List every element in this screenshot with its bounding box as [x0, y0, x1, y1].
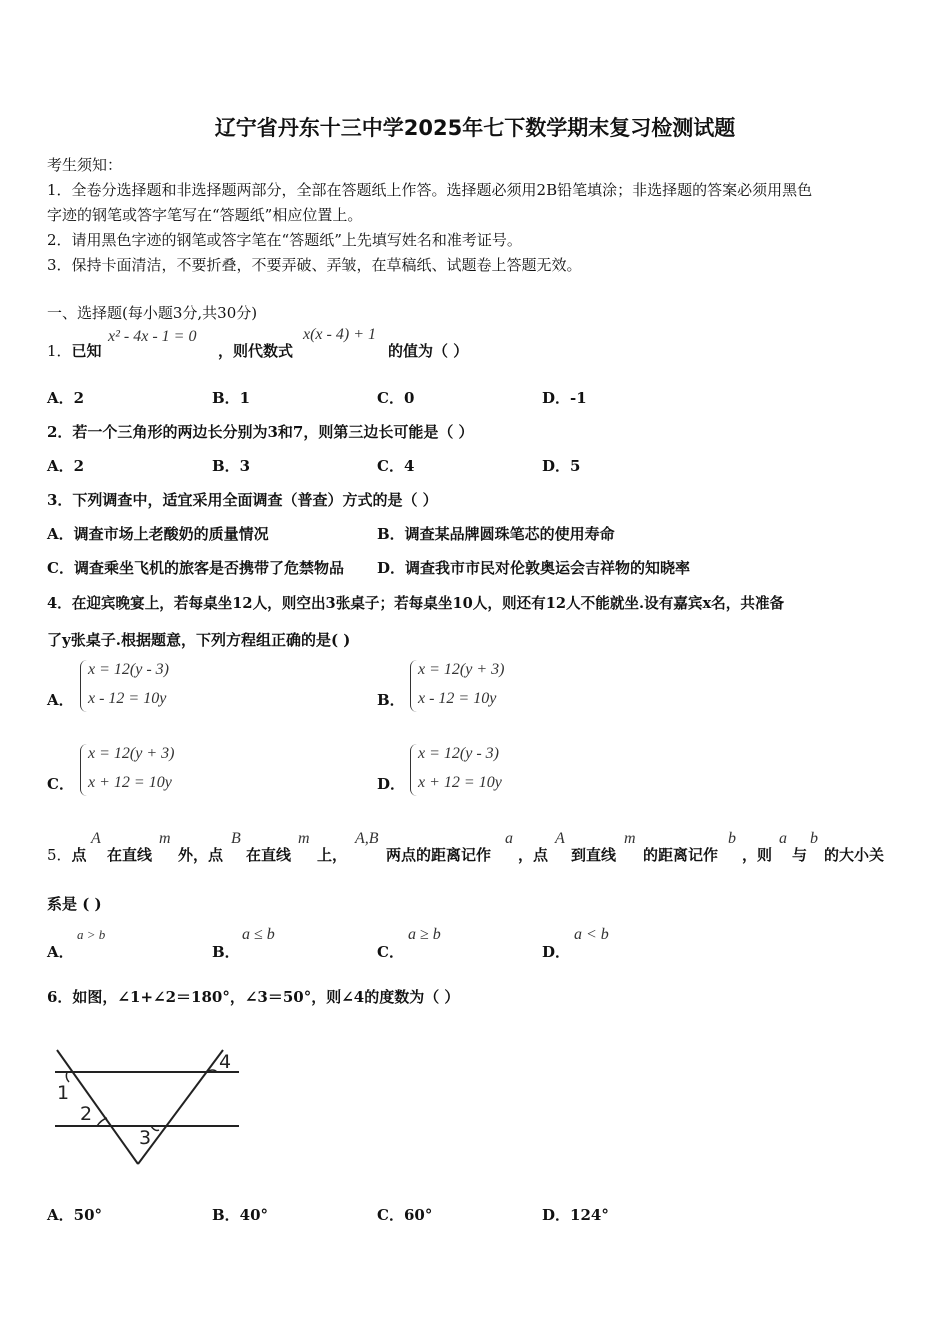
angle-label: 2 [80, 1103, 93, 1125]
option-d-math: a < b [574, 926, 609, 943]
q5-text: 在直线 [246, 846, 292, 864]
option-a[interactable]: A．调查市场上老酸奶的质量情况 [47, 525, 269, 543]
option-d[interactable]: D．-1 [542, 389, 587, 407]
notice-heading: 考生须知： [47, 156, 123, 174]
line-m: m [624, 830, 636, 847]
variable-b: b [728, 830, 736, 847]
option-a[interactable]: A．50° [47, 1206, 103, 1224]
q5-text: 点 [71, 846, 87, 864]
option-a[interactable]: A．2 [47, 457, 85, 475]
system-equation: x - 12 = 10y [88, 690, 167, 707]
option-c-math: a ≥ b [408, 926, 441, 943]
notice-line: 1．全卷分选择题和非选择题两部分，全部在答题纸上作答。选择题必须用2B铅笔填涂；非选择题的答案必须用黑色 [47, 181, 813, 199]
q5-text: 与 [792, 846, 808, 864]
option-c[interactable]: C．调查乘坐飞机的旅客是否携带了危禁物品 [47, 559, 344, 577]
q5-text: 外，点 [178, 846, 224, 864]
system-equation: x + 12 = 10y [88, 774, 172, 791]
question-number: 5． [47, 846, 72, 864]
q1-equation: x² - 4x - 1 = 0 [108, 328, 197, 345]
q5-text: 两点的距离记作 [386, 846, 492, 864]
question-1 [47, 340, 102, 361]
question-6: 6．如图，∠1+∠2＝180°，∠3＝50°，则∠4的度数为（ ） [47, 988, 460, 1006]
system-equation: x = 12(y - 3) [418, 745, 499, 762]
option-a[interactable]: A． [47, 943, 74, 961]
system-equation: x = 12(y - 3) [88, 661, 169, 678]
question-5 [47, 844, 87, 865]
notice-line: 字迹的钢笔或答字笔写在“答题纸”相应位置上。 [47, 206, 363, 224]
option-b[interactable]: B． [377, 691, 405, 709]
system-equation: x - 12 = 10y [418, 690, 497, 707]
point-b: B [231, 830, 241, 847]
option-c[interactable]: C．60° [377, 1206, 433, 1224]
option-b-math: a ≤ b [242, 926, 275, 943]
system-equation: x = 12(y + 3) [418, 661, 505, 678]
notice-line: 2．请用黑色字迹的钢笔或答字笔在“答题纸”上先填写姓名和准考证号。 [47, 231, 522, 249]
q1-expression: x(x - 4) + 1 [303, 326, 376, 343]
option-d[interactable]: D． [542, 943, 571, 961]
option-a[interactable]: A． [47, 691, 74, 709]
q5-text: 的大小关 [824, 846, 885, 864]
question-5-line-2: 系是 ( ) [47, 895, 102, 913]
angle-figure [47, 1046, 247, 1170]
option-d[interactable]: D．124° [542, 1206, 609, 1224]
q5-text: 到直线 [571, 846, 617, 864]
brace [80, 744, 87, 796]
brace [410, 744, 417, 796]
option-c[interactable]: C． [47, 775, 74, 793]
line-m: m [298, 830, 310, 847]
variable-a: a [505, 830, 513, 847]
brace [80, 660, 87, 712]
question-3: 3．下列调查中，适宜采用全面调查（普查）方式的是（ ） [47, 491, 438, 509]
option-c[interactable]: C．4 [377, 457, 415, 475]
option-a-math: a > b [77, 927, 106, 942]
q5-text: 的距离记作 [643, 846, 719, 864]
points-ab: A,B [355, 830, 379, 847]
option-a[interactable]: A．2 [47, 389, 85, 407]
transversal-left [57, 1050, 138, 1164]
angle-label: 3 [139, 1127, 152, 1149]
question-4-line-1: 4．在迎宾晚宴上，若每桌坐12人，则空出3张桌子；若每桌坐10人，则还有12人不能就坐.设有嘉宾x名，共准备 [47, 595, 785, 612]
question-2: 2．若一个三角形的两边长分别为3和7，则第三边长可能是（ ） [47, 423, 474, 441]
system-equation: x = 12(y + 3) [88, 745, 175, 762]
option-b[interactable]: B． [212, 943, 240, 961]
brace [410, 660, 417, 712]
angle-arc-2 [97, 1118, 107, 1126]
angle-arc-1 [66, 1072, 69, 1082]
q1-text-post: 的值为（ ） [388, 342, 469, 360]
option-d[interactable]: D．调查我市市民对伦敦奥运会吉祥物的知晓率 [377, 559, 691, 577]
page-title: 辽宁省丹东十三中学2025年七下数学期末复习检测试题 [214, 116, 736, 140]
variable-a: a [779, 830, 787, 847]
option-b[interactable]: B．调查某品牌圆珠笔芯的使用寿命 [377, 525, 615, 543]
q5-text: ，则 [742, 846, 773, 864]
option-b[interactable]: B．3 [212, 457, 251, 475]
option-b[interactable]: B．1 [212, 389, 251, 407]
option-d[interactable]: D． [377, 775, 406, 793]
question-number: 1． [47, 342, 72, 360]
angle-label: 1 [57, 1082, 70, 1104]
q1-text-pre: 已知 [71, 342, 102, 360]
variable-b: b [810, 830, 818, 847]
line-m: m [159, 830, 171, 847]
point-a: A [555, 830, 565, 847]
point-a: A [91, 830, 101, 847]
option-c[interactable]: C． [377, 943, 404, 961]
option-b[interactable]: B．40° [212, 1206, 269, 1224]
q5-text: 在直线 [107, 846, 153, 864]
q5-text: ，点 [518, 846, 549, 864]
q1-text-mid: ，则代数式 [218, 342, 294, 360]
section-heading: 一、选择题(每小题3分,共30分) [47, 304, 258, 322]
q5-text: 上， [317, 846, 348, 864]
question-4-line-2: 了y张桌子.根据题意，下列方程组正确的是( ) [47, 631, 351, 649]
system-equation: x + 12 = 10y [418, 774, 502, 791]
angle-label: 4 [219, 1051, 232, 1073]
option-c[interactable]: C．0 [377, 389, 415, 407]
option-d[interactable]: D．5 [542, 457, 581, 475]
notice-line: 3．保持卡面清洁，不要折叠，不要弄破、弄皱，在草稿纸、试题卷上答题无效。 [47, 256, 582, 274]
